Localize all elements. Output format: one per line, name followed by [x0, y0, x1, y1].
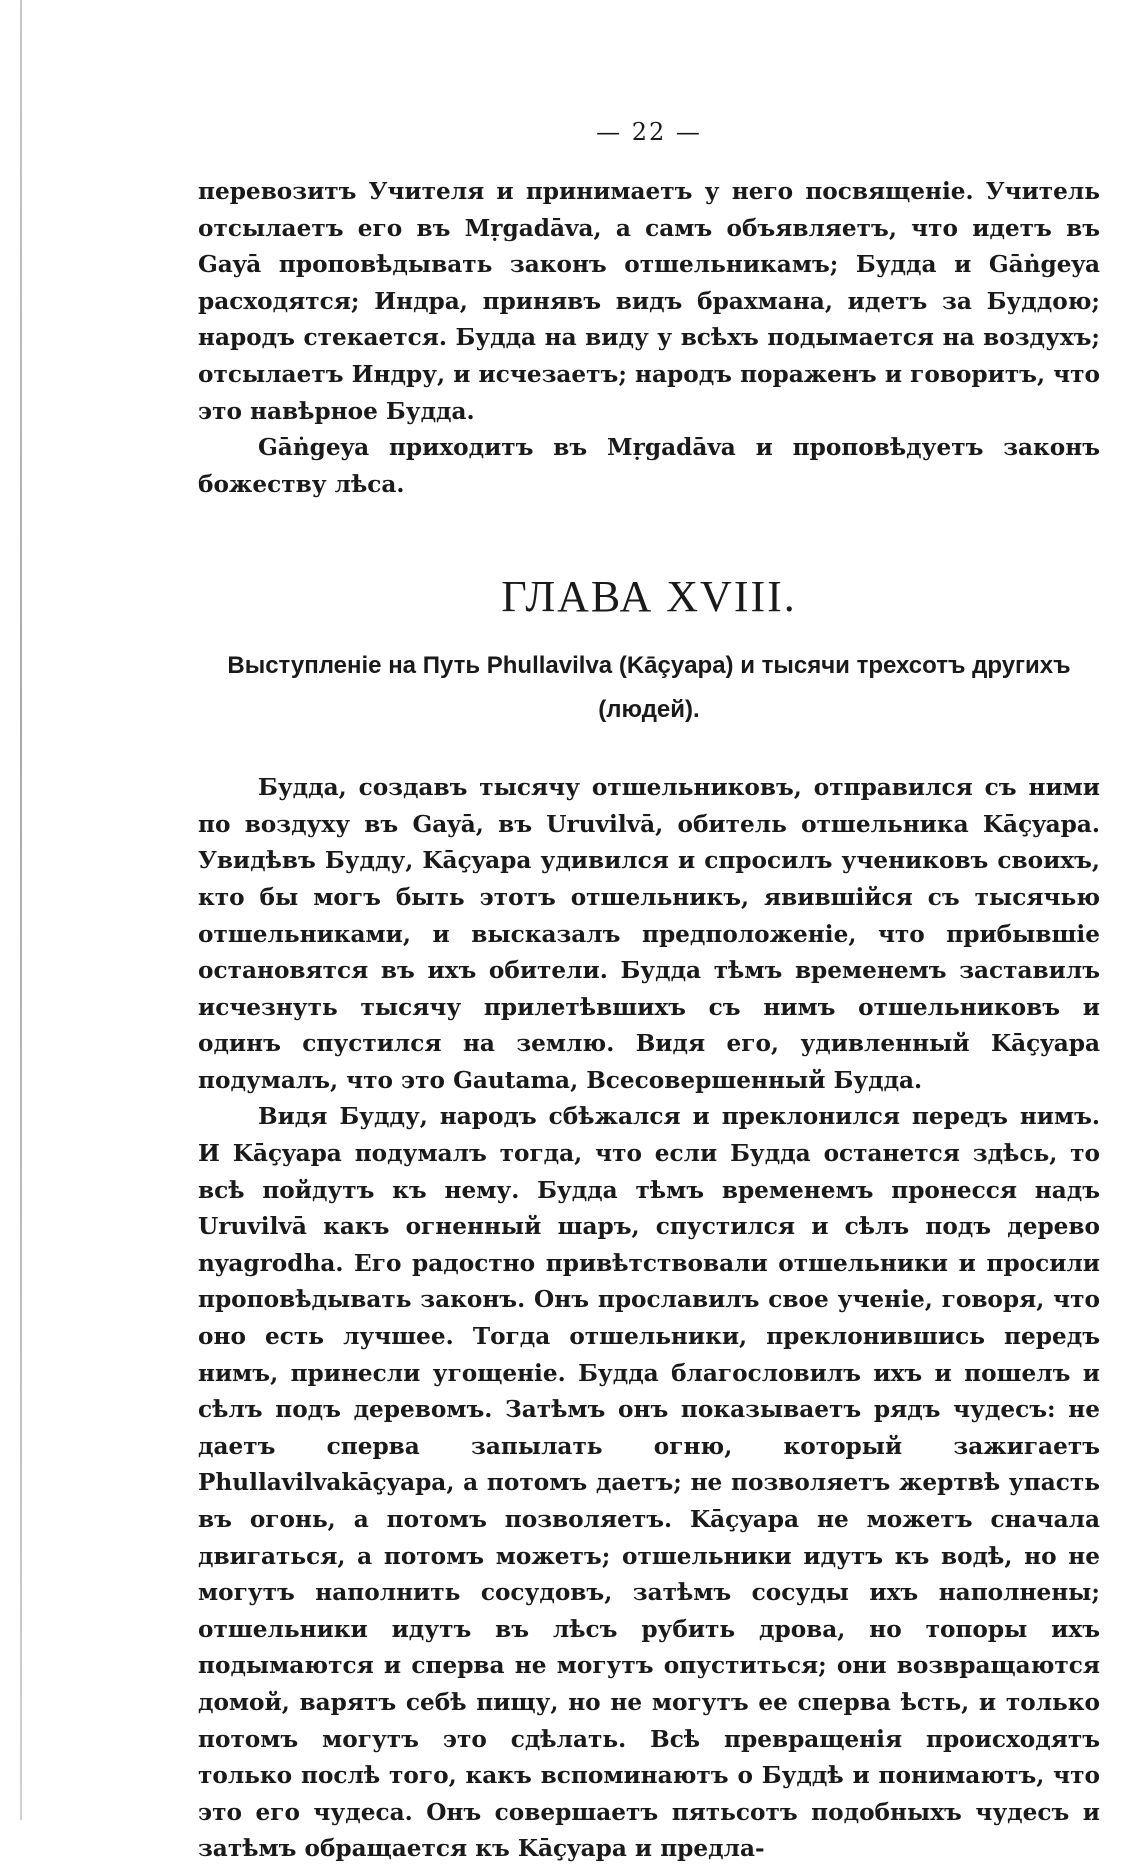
continuation-paragraph-2: Gāṅgeya приходитъ въ Mṛgadāva и проповѣдуетъ законъ божеству лѣса. — [198, 434, 1100, 498]
chapter-paragraph-2: Видя Будду, народъ сбѣжался и преклонился передъ нимъ. И Kāçyapa подумалъ тогда, что если Будда останется здѣсь, то всѣ пойдутъ къ нему. Будда тѣмъ временемъ пронесся надъ Uruvilvā какъ огненный шаръ, спустился и сѣлъ подъ дерево nyagrodha. Его радостно привѣтствовали отшельники и просили проповѣдывать законъ. Онъ прославилъ свое ученіе, говоря, что оно есть лучшее. Тогда отшельники, преклонившись передъ нимъ, принесли угощеніе. Будда благословилъ ихъ и пошелъ и сѣлъ подъ деревомъ. Затѣмъ онъ показываетъ рядъ чудесъ: не даетъ сперва запылать огню, который зажигаетъ Phullavilvakāçyapa, а потомъ даетъ; не позволяетъ жертвѣ упасть въ огонь, а потомъ позволяетъ. Kāçyapa не можетъ сначала двигаться, а потомъ можетъ; отшельники идутъ къ водѣ, но не могутъ наполнить сосудовъ, затѣмъ сосуды ихъ наполнены; отшельники идутъ въ лѣсъ рубить дрова, но топоры ихъ подымаются и сперва не могутъ опуститься; они возвращаются домой, варятъ себѣ пищу, но не могутъ ее сперва ѣсть, и только потомъ могутъ это сдѣлать. Всѣ превращенія происходятъ только послѣ того, какъ вспоминаютъ о Буддѣ и понимаютъ, что это его чудеса. Онъ совершаетъ пятьсотъ подобныхъ чудесъ и затѣмъ обращается къ Kāçyapa и предла- — [198, 1103, 1100, 1863]
scan-page-edge — [20, 0, 22, 1820]
book-page — [198, 108, 1100, 1868]
page-number: — 22 — — [596, 118, 702, 146]
chapter-title: ГЛАВА XVIII. — [501, 572, 797, 622]
chapter-paragraph-1: Будда, создавъ тысячу отшельниковъ, отправился съ ними по воздуху въ Gayā, въ Uruvilvā, обитель отшельника Kāçyapa. Увидѣвъ Будду, Kāçyapa удивился и спросилъ учениковъ своихъ, кто бы могъ быть этотъ отшельникъ, явившійся съ тысячью отшельниками, и высказалъ предположеніе, что прибывшіе остановятся въ ихъ обители. Будда тѣмъ временемъ заставилъ исчезнуть тысячу прилетѣвшихъ съ нимъ отшельниковъ и одинъ спустился на землю. Видя его, удивленный Kāçyapa подумалъ, что это Gautama, Всесовершенный Будда. — [198, 774, 1100, 1094]
chapter-subtitle: Выступленіе на Путь Phullavilva (Kāçyapa) и тысячи трехсотъ другихъ (людей). — [227, 652, 1071, 724]
continuation-paragraph-1: перевозитъ Учителя и принимаетъ у него посвященіе. Учитель отсылаетъ его въ Mṛgadāva, а самъ объявляетъ, что идетъ въ Gayā проповѣдывать законъ отшельникамъ; Будда и Gāṅgeya расходятся; Индра, принявъ видъ брахмана, идетъ за Буддою; народъ стекается. Будда на виду у всѣхъ подымается на воздухъ; отсылаетъ Индру, и исчезаетъ; народъ пораженъ и говоритъ, что это навѣрное Будда. — [198, 178, 1100, 425]
